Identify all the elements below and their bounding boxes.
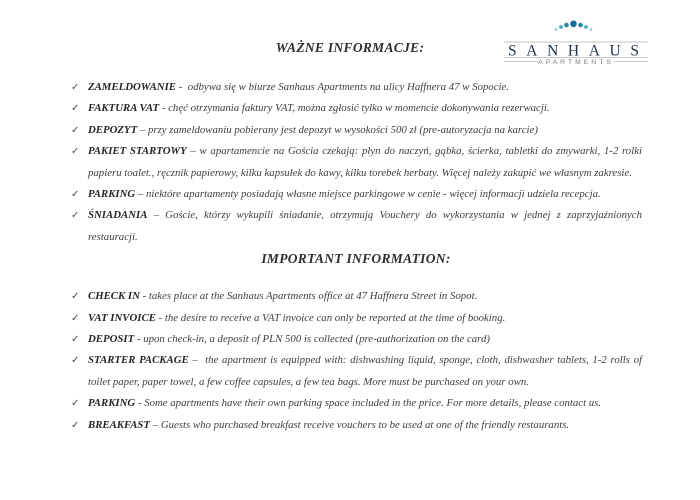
list-item-text: VAT INVOICE - the desire to receive a VAT invoice can only be reported at the time of booking.: [88, 311, 506, 324]
list-item-text: DEPOZYT – przy zameldowaniu pobierany jest depozyt w wysokości 500 zł (pre-autoryzacja na karcie): [88, 123, 538, 136]
list-item-check-in: [70, 286, 642, 307]
list-item-text: DEPOSIT - upon check-in, a deposit of PLN 500 is collected (pre-authorization on the card): [88, 333, 490, 346]
list-item-text: PARKING – niektóre apartamenty posiadają własne miejsce parkingowe w cenie - więcej informacji udziela recepcja.: [88, 188, 601, 201]
list-item-zameldowanie: [70, 77, 642, 98]
list-item-parking-en: [70, 393, 642, 414]
polish-section-heading: WAŻNE INFORMACJE:: [275, 40, 425, 55]
polish-info-list: [70, 77, 642, 248]
checkmark-icon: ✓: [71, 355, 80, 367]
list-item-breakfast: [70, 415, 642, 436]
list-item-starter-package: [70, 350, 642, 393]
list-item-depozyt: [70, 120, 642, 141]
checkmark-icon: ✓: [71, 82, 80, 93]
checkmark-icon: ✓: [71, 291, 80, 303]
english-section-heading: IMPORTANT INFORMATION:: [261, 251, 451, 267]
checkmark-icon: ✓: [71, 103, 80, 115]
checkmark-icon: ✓: [71, 419, 80, 431]
checkmark-icon: ✓: [71, 124, 80, 136]
list-item-text: PARKING - Some apartments have their own parking space included in the price. For more details, please contact us.: [88, 397, 602, 410]
document-body: [70, 77, 642, 436]
english-info-list: [70, 286, 642, 436]
list-item-parking-pl: [70, 184, 642, 205]
checkmark-icon: ✓: [71, 210, 80, 222]
list-item-deposit: [70, 329, 642, 350]
list-item-text: FAKTURA VAT - chęć otrzymania faktury VAT, można zgłosić tylko w momencie dokonywania rezerwacji.: [88, 102, 550, 115]
list-item-text: ŚNIADANIA – Goście, którzy wykupili śniadanie, otrzymują Vouchery do wykorzystania w jednej z zaprzyjaźnionych restauracji.: [88, 209, 642, 243]
logo-subtitle: APARTMENTS: [538, 59, 614, 66]
list-item-sniadania: [70, 205, 642, 248]
list-item-text: BREAKFAST – Guests who purchased breakfast receive vouchers to be used at one of the friendly restaurants.: [88, 418, 570, 431]
list-item-vat-invoice: [70, 308, 642, 329]
checkmark-icon: ✓: [71, 334, 80, 346]
logo-dots-arc-icon: [555, 21, 593, 31]
logo-brand-name: SANHAUS: [508, 42, 644, 60]
checkmark-icon: ✓: [71, 312, 80, 324]
list-item-text: ZAMELDOWANIE - odbywa się w biurze Sanhaus Apartments na ulicy Haffnera 47 w Sopocie.: [88, 81, 509, 93]
list-item-faktura-vat: [70, 98, 642, 119]
list-item-text: CHECK IN - takes place at the Sanhaus Apartments office at 47 Haffnera Street in Sopot.: [88, 290, 478, 303]
list-item-pakiet-startowy: [70, 141, 642, 184]
list-item-text: STARTER PACKAGE – the apartment is equipped with: dishwashing liquid, sponge, cloth, dishwasher tablets, 1-2 rolls of toilet paper, paper towel, a few coffee capsules, a few tea bags. More must be purchased on your own.: [88, 354, 643, 388]
list-item-text: PAKIET STARTOWY – w apartamencie na Gościa czekają: płyn do naczyń, gąbka, ścierka, tabletki do zmywarki, 1-2 rolki papieru toalet., ręcznik papierowy, kilku kapsułek do kawy, kilku torebek herbaty. Więcej należy zakupić we własnym zakresie.: [88, 145, 642, 179]
checkmark-icon: ✓: [71, 189, 80, 201]
checkmark-icon: ✓: [71, 146, 80, 158]
checkmark-icon: ✓: [71, 398, 80, 410]
sanhaus-logo: [502, 14, 650, 66]
